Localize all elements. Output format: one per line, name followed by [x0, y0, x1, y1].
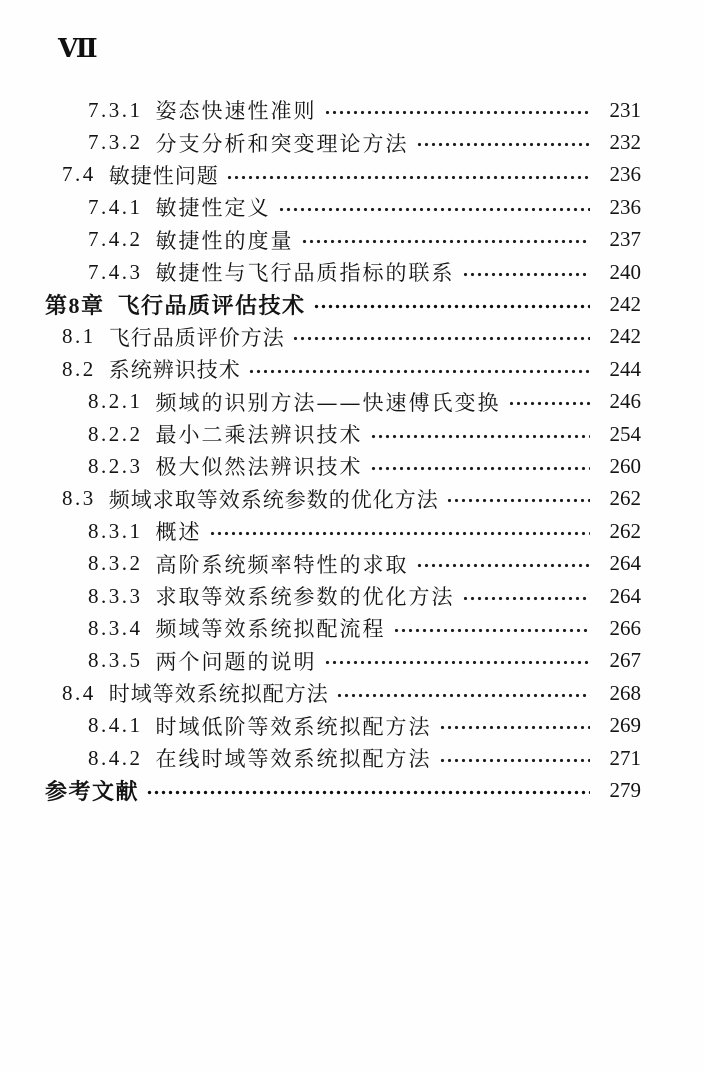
entry-number: 8.3.3: [88, 583, 143, 608]
leader-dots: [393, 612, 591, 644]
entry-number: 8.3.1: [88, 518, 143, 543]
entry-title: 频域求取等效系统参数的优化方法: [108, 487, 439, 512]
toc-entry: [45, 321, 641, 353]
entry-number: 7.3.1: [88, 97, 143, 122]
entry-page: 264: [609, 551, 641, 576]
entry-title: 在线时域等效系统拟配方法: [155, 747, 432, 771]
entry-title: 高阶系统频率特性的求取: [155, 552, 409, 577]
entry-page: 267: [609, 648, 641, 673]
toc-entry: [45, 288, 641, 320]
entry-title: 系统辨识技术: [108, 358, 241, 383]
entry-title: 参考文献: [45, 778, 140, 805]
toc-entry: [45, 450, 641, 482]
toc-entry: [45, 256, 641, 288]
entry-title: 分支分析和突变理论方法: [155, 131, 409, 156]
entry-number: 8.3.2: [88, 551, 143, 576]
entry-title: 姿态快速性准则: [155, 99, 317, 124]
entry-page: 260: [609, 453, 641, 478]
entry-number: 8.3.5: [88, 648, 143, 673]
entry-title: 敏捷性定义: [155, 196, 271, 221]
leader-dots: [301, 224, 591, 256]
leader-dots: [292, 321, 590, 353]
toc-list: [45, 94, 641, 807]
entry-page: 262: [609, 486, 641, 511]
toc-entry: [45, 418, 641, 450]
toc-entry: [45, 677, 641, 709]
entry-number: 8.3.4: [88, 615, 143, 640]
entry-number: 8.2.1: [88, 389, 143, 414]
leader-dots: [439, 742, 591, 774]
entry-title: 时域低阶等效系统拟配方法: [155, 714, 432, 739]
leader-dots: [462, 580, 591, 612]
entry-page: 271: [609, 745, 641, 770]
entry-title: 敏捷性的度量: [155, 228, 294, 253]
entry-number: 7.4.1: [88, 194, 143, 219]
entry-number: 7.4.2: [88, 227, 143, 252]
toc-entry: [45, 612, 641, 644]
leader-dots: [209, 515, 591, 547]
entry-page: 242: [609, 324, 641, 349]
toc-entry: [45, 224, 641, 256]
entry-page: 236: [609, 162, 641, 187]
entry-number: 7.4.3: [88, 259, 143, 284]
entry-title: 频域等效系统拟配流程: [155, 617, 386, 642]
toc-entry: [45, 386, 641, 418]
entry-title: 飞行品质评估技术: [117, 293, 306, 320]
toc-entry: [45, 742, 641, 774]
toc-entry: [45, 483, 641, 515]
leader-dots: [324, 645, 591, 677]
entry-title: 频域的识别方法——快速傅氏变换: [155, 390, 501, 415]
leader-dots: [439, 709, 591, 741]
entry-number: 8.3: [62, 486, 96, 511]
toc-entry: [45, 94, 641, 126]
entry-page: 242: [609, 292, 641, 317]
entry-page: 268: [609, 680, 641, 705]
entry-number: 8.4: [62, 680, 96, 705]
entry-title: 敏捷性与飞行品质指标的联系: [155, 261, 455, 286]
entry-page: 236: [609, 194, 641, 219]
page-folio-numeral: Ⅶ: [58, 34, 98, 64]
toc-entry: [45, 191, 641, 223]
toc-entry: [45, 126, 641, 158]
toc-entry: [45, 580, 641, 612]
entry-page: 237: [609, 227, 641, 252]
entry-title: 敏捷性问题: [108, 163, 219, 188]
entry-title: 飞行品质评价方法: [108, 325, 285, 350]
leader-dots: [278, 191, 591, 223]
leader-dots: [508, 386, 591, 418]
leader-dots: [462, 256, 591, 288]
entry-number: 8.2.2: [88, 421, 143, 446]
entry-number: 8.2.3: [88, 453, 143, 478]
toc-entry: [45, 645, 641, 677]
leader-dots: [370, 450, 591, 482]
entry-page: 269: [609, 713, 641, 738]
leader-dots: [336, 677, 590, 709]
entry-page: 240: [609, 259, 641, 284]
leader-dots: [226, 159, 590, 191]
entry-number: 第8章: [45, 293, 105, 319]
entry-title: 概述: [155, 520, 202, 545]
leader-dots: [313, 288, 590, 320]
entry-page: 264: [609, 583, 641, 608]
entry-page: 244: [609, 356, 641, 381]
leader-dots: [370, 418, 591, 450]
entry-number: 8.1: [62, 324, 96, 349]
entry-number: 8.4.2: [88, 745, 143, 770]
entry-page: 246: [609, 389, 641, 414]
entry-title: 两个问题的说明: [155, 649, 317, 674]
entry-number: 8.2: [62, 356, 96, 381]
leader-dots: [146, 774, 590, 806]
entry-number: 8.4.1: [88, 713, 143, 738]
toc-entry: [45, 709, 641, 741]
entry-page: 262: [609, 518, 641, 543]
entry-page: 254: [609, 421, 641, 446]
entry-title: 最小二乘法辨识技术: [155, 423, 363, 448]
toc-entry: [45, 774, 641, 806]
toc-entry: [45, 159, 641, 191]
leader-dots: [324, 94, 591, 126]
leader-dots: [416, 547, 591, 579]
entry-title: 极大似然法辨识技术: [155, 455, 363, 480]
leader-dots: [446, 483, 590, 515]
entry-title: 求取等效系统参数的优化方法: [155, 585, 455, 610]
leader-dots: [416, 126, 591, 158]
entry-page: 231: [609, 97, 641, 122]
entry-page: 232: [609, 130, 641, 155]
entry-number: 7.3.2: [88, 130, 143, 155]
entry-title: 时域等效系统拟配方法: [108, 682, 329, 707]
entry-page: 266: [609, 615, 641, 640]
entry-page: 279: [609, 777, 641, 802]
leader-dots: [248, 353, 590, 385]
toc-entry: [45, 515, 641, 547]
entry-number: 7.4: [62, 162, 96, 187]
toc-entry: [45, 547, 641, 579]
toc-entry: [45, 353, 641, 385]
